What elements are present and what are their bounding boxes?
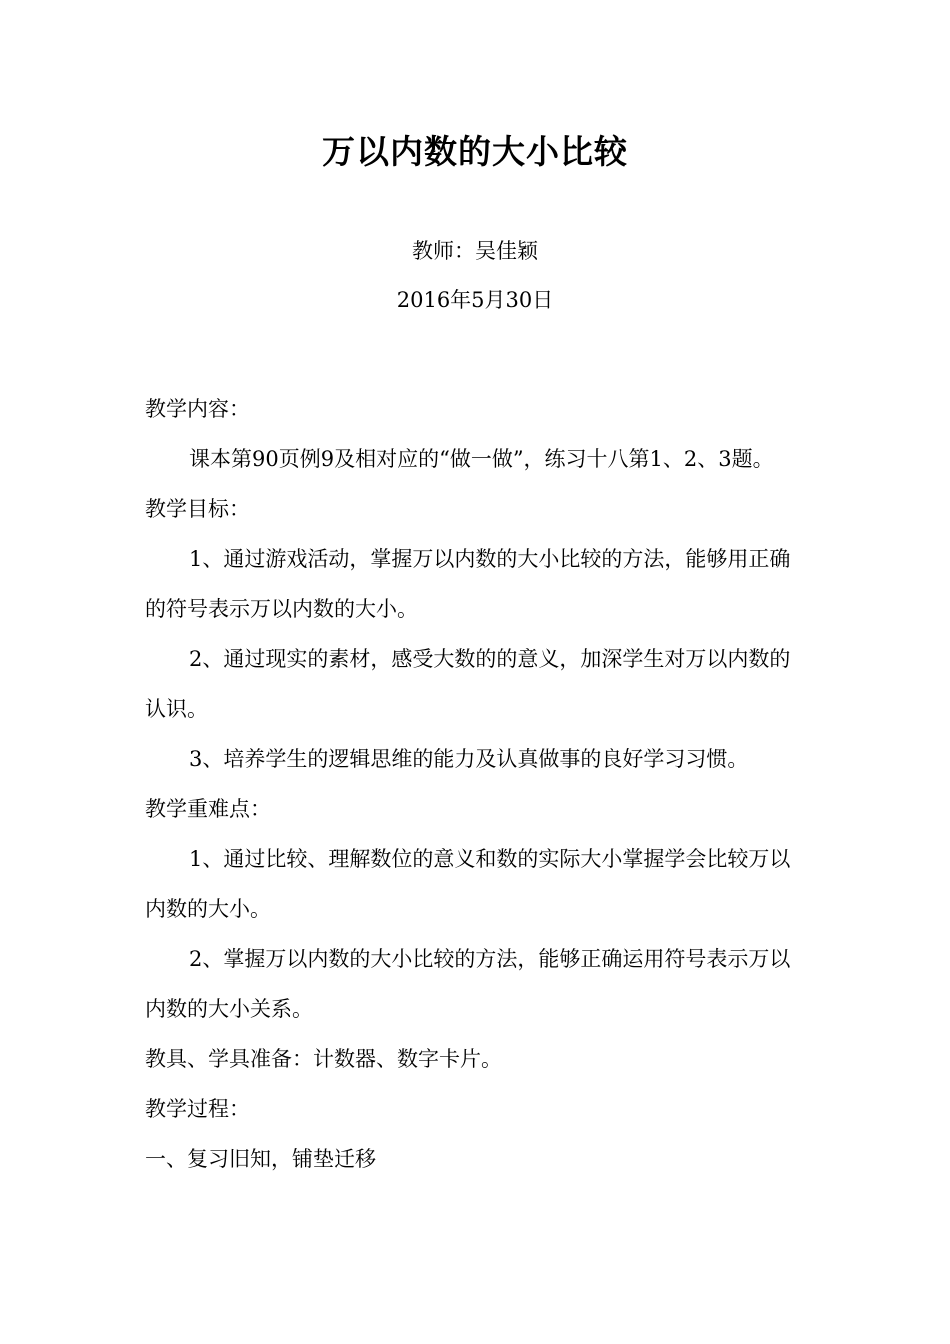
lesson-date: 2016年5月30日 — [396, 288, 554, 312]
goals-heading: 教学目标： — [145, 497, 250, 521]
goal-item: 1、通过游戏活动，掌握万以内数的大小比较的方法，能够用正确的符号表示万以内数的大小。 — [145, 547, 791, 621]
teacher-name: 教师：吴佳颖 — [412, 239, 538, 263]
process-step: 一、复习旧知，铺垫迁移 — [145, 1147, 376, 1171]
content-heading: 教学内容： — [145, 397, 250, 421]
goal-item: 3、培养学生的逻辑思维的能力及认真做事的良好学习习惯。 — [189, 747, 749, 771]
key-point-item: 1、通过比较、理解数位的意义和数的实际大小掌握学会比较万以内数的大小。 — [145, 847, 791, 921]
content-text: 课本第90页例9及相对应的“做一做”，练习十八第1、2、3题。 — [189, 447, 774, 471]
process-heading: 教学过程： — [145, 1097, 250, 1121]
document-title: 万以内数的大小比较 — [322, 132, 628, 171]
key-points-heading: 教学重难点： — [145, 797, 271, 821]
key-point-item: 2、掌握万以内数的大小比较的方法，能够正确运用符号表示万以内数的大小关系。 — [145, 947, 791, 1021]
tools-line: 教具、学具准备：计数器、数字卡片。 — [145, 1047, 502, 1071]
document-body — [145, 384, 810, 1184]
goal-item: 2、通过现实的素材，感受大数的的意义，加深学生对万以内数的认识。 — [145, 647, 791, 721]
